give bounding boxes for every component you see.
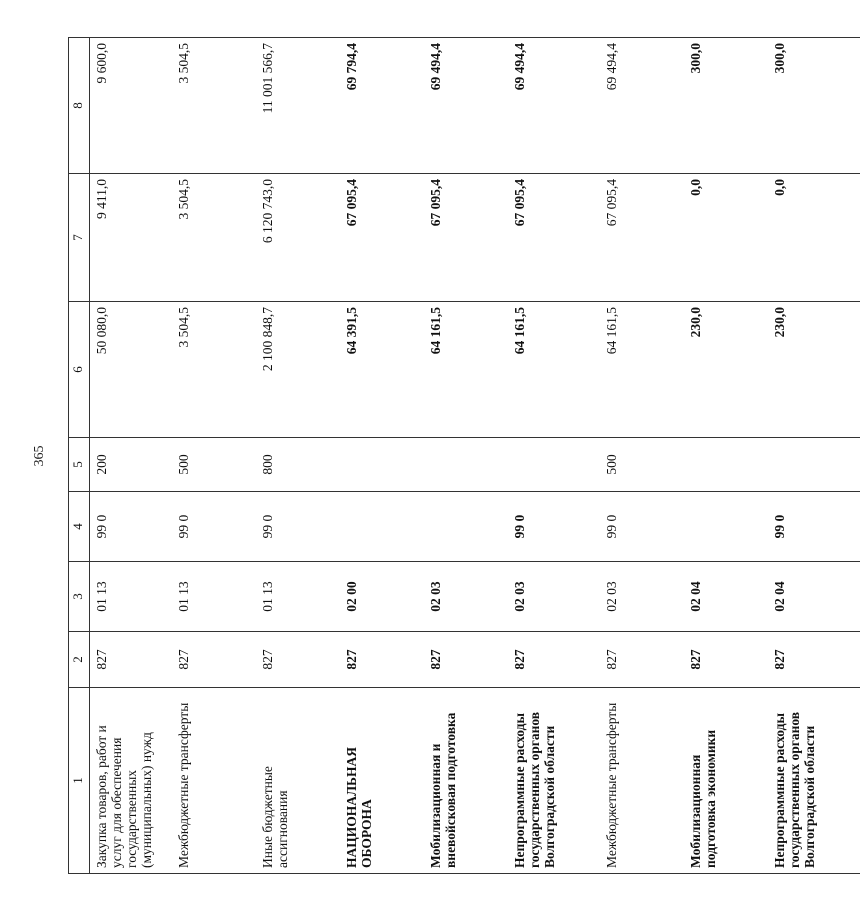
table-row — [508, 38, 600, 874]
cell-col2: 827 — [684, 632, 768, 688]
cell-col5: 200 — [90, 438, 172, 492]
cell-col2: 827 — [256, 632, 340, 688]
cell-col4 — [424, 492, 508, 562]
cell-col4: 99 0 — [600, 492, 684, 562]
cell-col2: 827 — [600, 632, 684, 688]
cell-col8: 69 494,4 — [600, 38, 684, 174]
cell-col7: 9 411,0 — [90, 174, 172, 302]
cell-col6: 230,0 — [684, 302, 768, 438]
cell-col4 — [684, 492, 768, 562]
cell-col4: 99 0 — [90, 492, 172, 562]
cell-col7: 3 504,5 — [172, 174, 256, 302]
column-header: 8 — [69, 38, 90, 174]
table-row — [600, 38, 684, 874]
row-name: Непрограммные расходы государственных органов Волгоградской области — [508, 688, 600, 874]
cell-col8: 11 001 566,7 — [256, 38, 340, 174]
cell-col3: 02 03 — [424, 562, 508, 632]
cell-col6: 64 161,5 — [600, 302, 684, 438]
cell-col5: 500 — [172, 438, 256, 492]
cell-col4: 99 0 — [172, 492, 256, 562]
row-name: Межбюджетные трансферты — [172, 688, 256, 874]
cell-col7: 6 120 743,0 — [256, 174, 340, 302]
cell-col3: 01 13 — [172, 562, 256, 632]
cell-col5 — [684, 438, 768, 492]
cell-col2: 827 — [424, 632, 508, 688]
cell-col7: 67 095,4 — [600, 174, 684, 302]
cell-col6: 64 391,5 — [340, 302, 424, 438]
cell-col7: 0,0 — [684, 174, 768, 302]
row-name: НАЦИОНАЛЬНАЯ ОБОРОНА — [340, 688, 424, 874]
cell-col5 — [508, 438, 600, 492]
cell-col3: 02 04 — [768, 562, 860, 632]
table-header-row — [69, 38, 90, 874]
cell-col4: 99 0 — [508, 492, 600, 562]
column-header: 1 — [69, 688, 90, 874]
cell-col6: 3 504,5 — [172, 302, 256, 438]
cell-col8: 300,0 — [684, 38, 768, 174]
row-name: Межбюджетные трансферты — [600, 688, 684, 874]
cell-col8: 69 794,4 — [340, 38, 424, 174]
cell-col3: 02 03 — [600, 562, 684, 632]
cell-col5 — [768, 438, 860, 492]
row-name: Закупка товаров, работ и услуг для обеспечения государственных (муниципальных) нужд — [90, 688, 172, 874]
cell-col2: 827 — [172, 632, 256, 688]
cell-col6: 2 100 848,7 — [256, 302, 340, 438]
cell-col5 — [424, 438, 508, 492]
cell-col5: 800 — [256, 438, 340, 492]
cell-col2: 827 — [768, 632, 860, 688]
budget-table — [68, 37, 860, 874]
cell-col5 — [340, 438, 424, 492]
cell-col7: 0,0 — [768, 174, 860, 302]
cell-col8: 300,0 — [768, 38, 860, 174]
cell-col6: 230,0 — [768, 302, 860, 438]
cell-col2: 827 — [340, 632, 424, 688]
row-name: Непрограммные расходы государственных органов Волгоградской области — [768, 688, 860, 874]
page-number: 365 — [32, 445, 47, 467]
budget-table-rotated — [68, 38, 817, 874]
row-name: Мобилизационная и вневойсковая подготовка — [424, 688, 508, 874]
table-row — [172, 38, 256, 874]
column-header: 6 — [69, 302, 90, 438]
cell-col3: 02 04 — [684, 562, 768, 632]
cell-col3: 02 03 — [508, 562, 600, 632]
cell-col8: 69 494,4 — [508, 38, 600, 174]
column-header: 2 — [69, 632, 90, 688]
cell-col6: 64 161,5 — [424, 302, 508, 438]
column-header: 7 — [69, 174, 90, 302]
table-row — [90, 38, 172, 874]
row-name: Мобилизационная подготовка экономики — [684, 688, 768, 874]
table-row — [684, 38, 768, 874]
cell-col2: 827 — [508, 632, 600, 688]
cell-col3: 01 13 — [90, 562, 172, 632]
cell-col3: 02 00 — [340, 562, 424, 632]
column-header: 5 — [69, 438, 90, 492]
cell-col8: 69 494,4 — [424, 38, 508, 174]
column-header: 4 — [69, 492, 90, 562]
column-header: 3 — [69, 562, 90, 632]
table-row — [340, 38, 424, 874]
cell-col7: 67 095,4 — [340, 174, 424, 302]
cell-col7: 67 095,4 — [508, 174, 600, 302]
cell-col8: 3 504,5 — [172, 38, 256, 174]
cell-col6: 64 161,5 — [508, 302, 600, 438]
cell-col4: 99 0 — [256, 492, 340, 562]
cell-col5: 500 — [600, 438, 684, 492]
cell-col6: 50 080,0 — [90, 302, 172, 438]
table-row — [256, 38, 340, 874]
cell-col3: 01 13 — [256, 562, 340, 632]
cell-col2: 827 — [90, 632, 172, 688]
cell-col4: 99 0 — [768, 492, 860, 562]
cell-col4 — [340, 492, 424, 562]
table-row — [768, 38, 860, 874]
table-row — [424, 38, 508, 874]
cell-col8: 9 600,0 — [90, 38, 172, 174]
row-name: Иные бюджетные ассигнования — [256, 688, 340, 874]
cell-col7: 67 095,4 — [424, 174, 508, 302]
